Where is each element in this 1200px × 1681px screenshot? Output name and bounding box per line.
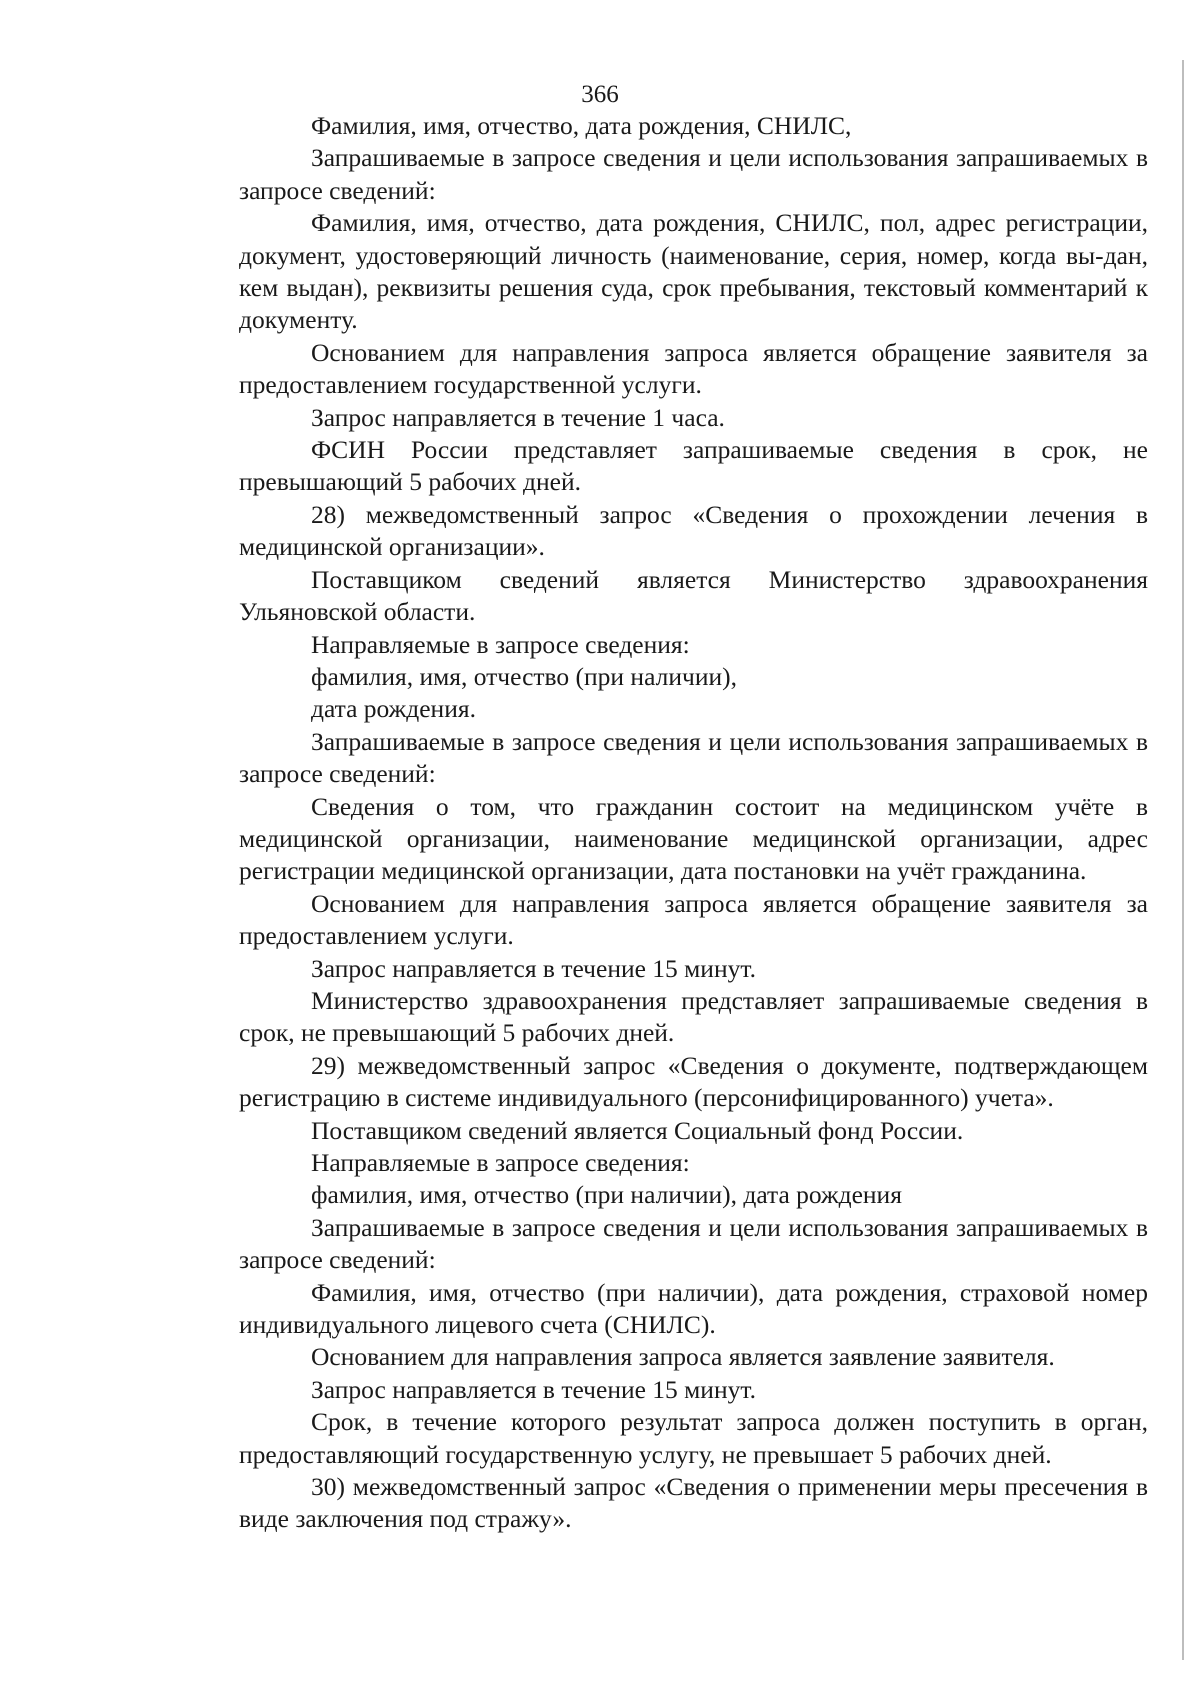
paragraph: Поставщиком сведений является Социальный фонд России. [311, 1115, 964, 1145]
page-number: 366 [581, 81, 619, 108]
paragraph: Запрос направляется в течение 1 часа. [311, 402, 725, 432]
paragraph: Запрос направляется в течение 15 минут. [311, 1374, 756, 1404]
paragraph: Фамилия, имя, отчество (при наличии), дата рождения, страховой номер индивидуального лицевого счета (СНИЛС). [239, 1277, 1148, 1340]
paragraph: Направляемые в запросе сведения: [311, 1148, 690, 1177]
paragraph: ФСИН России представляет запрашиваемые сведения в срок, не превышающий 5 рабочих дней. [239, 435, 1148, 497]
document-body [239, 110, 1148, 1536]
scan-edge-line [1182, 60, 1184, 1660]
paragraph: Фамилия, имя, отчество, дата рождения, СНИЛС, [311, 111, 852, 140]
paragraph: Запрашиваемые в запросе сведения и цели использования запрашиваемых в запросе сведений: [239, 1212, 1148, 1275]
paragraph: Запрашиваемые в запросе сведения и цели использования запрашиваемых в запросе сведений: [239, 726, 1148, 789]
paragraph: Министерство здравоохранения представляет запрашиваемые сведения в срок, не превышающий 5 рабочих дней. [239, 985, 1148, 1048]
paragraph: фамилия, имя, отчество (при наличии), [311, 661, 737, 691]
paragraph: Срок, в течение которого результат запроса должен поступить в орган, предоставляющий государственную услугу, не превышает 5 рабочих дней. [239, 1407, 1148, 1469]
paragraph: 29) межведомственный запрос «Сведения о документе, подтверждающем регистрацию в системе индивидуального (персонифицированного) учета». [239, 1050, 1148, 1113]
paragraph: фамилия, имя, отчество (при наличии), дата рождения [311, 1180, 902, 1210]
paragraph: дата рождения. [311, 694, 476, 724]
paragraph: Направляемые в запросе сведения: [311, 629, 690, 659]
paragraph: 28) межведомственный запрос «Сведения о прохождении лечения в медицинской организации». [239, 499, 1148, 562]
paragraph: Запрос направляется в течение 15 минут. [311, 953, 756, 983]
paragraph: Запрашиваемые в запросе сведения и цели использования запрашиваемых в запросе сведений: [239, 143, 1148, 205]
paragraph: Основанием для направления запроса является обращение заявителя за предоставлением государственной услуги. [239, 337, 1148, 400]
paragraph: Фамилия, имя, отчество, дата рождения, СНИЛС, пол, адрес регистрации, документ, удостоверяющий личность (наименование, серия, номер, когда вы-дан, кем выдан), реквизиты решения суда, срок пребывания, текстовый комментарий к документу. [239, 208, 1148, 335]
paragraph: Основанием для направления запроса является обращение заявителя за предоставлением услуги. [239, 888, 1148, 951]
paragraph: Основанием для направления запроса является заявление заявителя. [311, 1342, 1055, 1372]
paragraph: Поставщиком сведений является Министерство здравоохранения Ульяновской области. [239, 564, 1148, 627]
paragraph: Сведения о том, что гражданин состоит на медицинском учёте в медицинской организации, наименование медицинской организации, адрес регистрации медицинской организации, дата постановки на учёт гражданина. [239, 791, 1148, 886]
paragraph: 30) межведомственный запрос «Сведения о применении меры пресечения в виде заключения под стражу». [239, 1472, 1148, 1534]
